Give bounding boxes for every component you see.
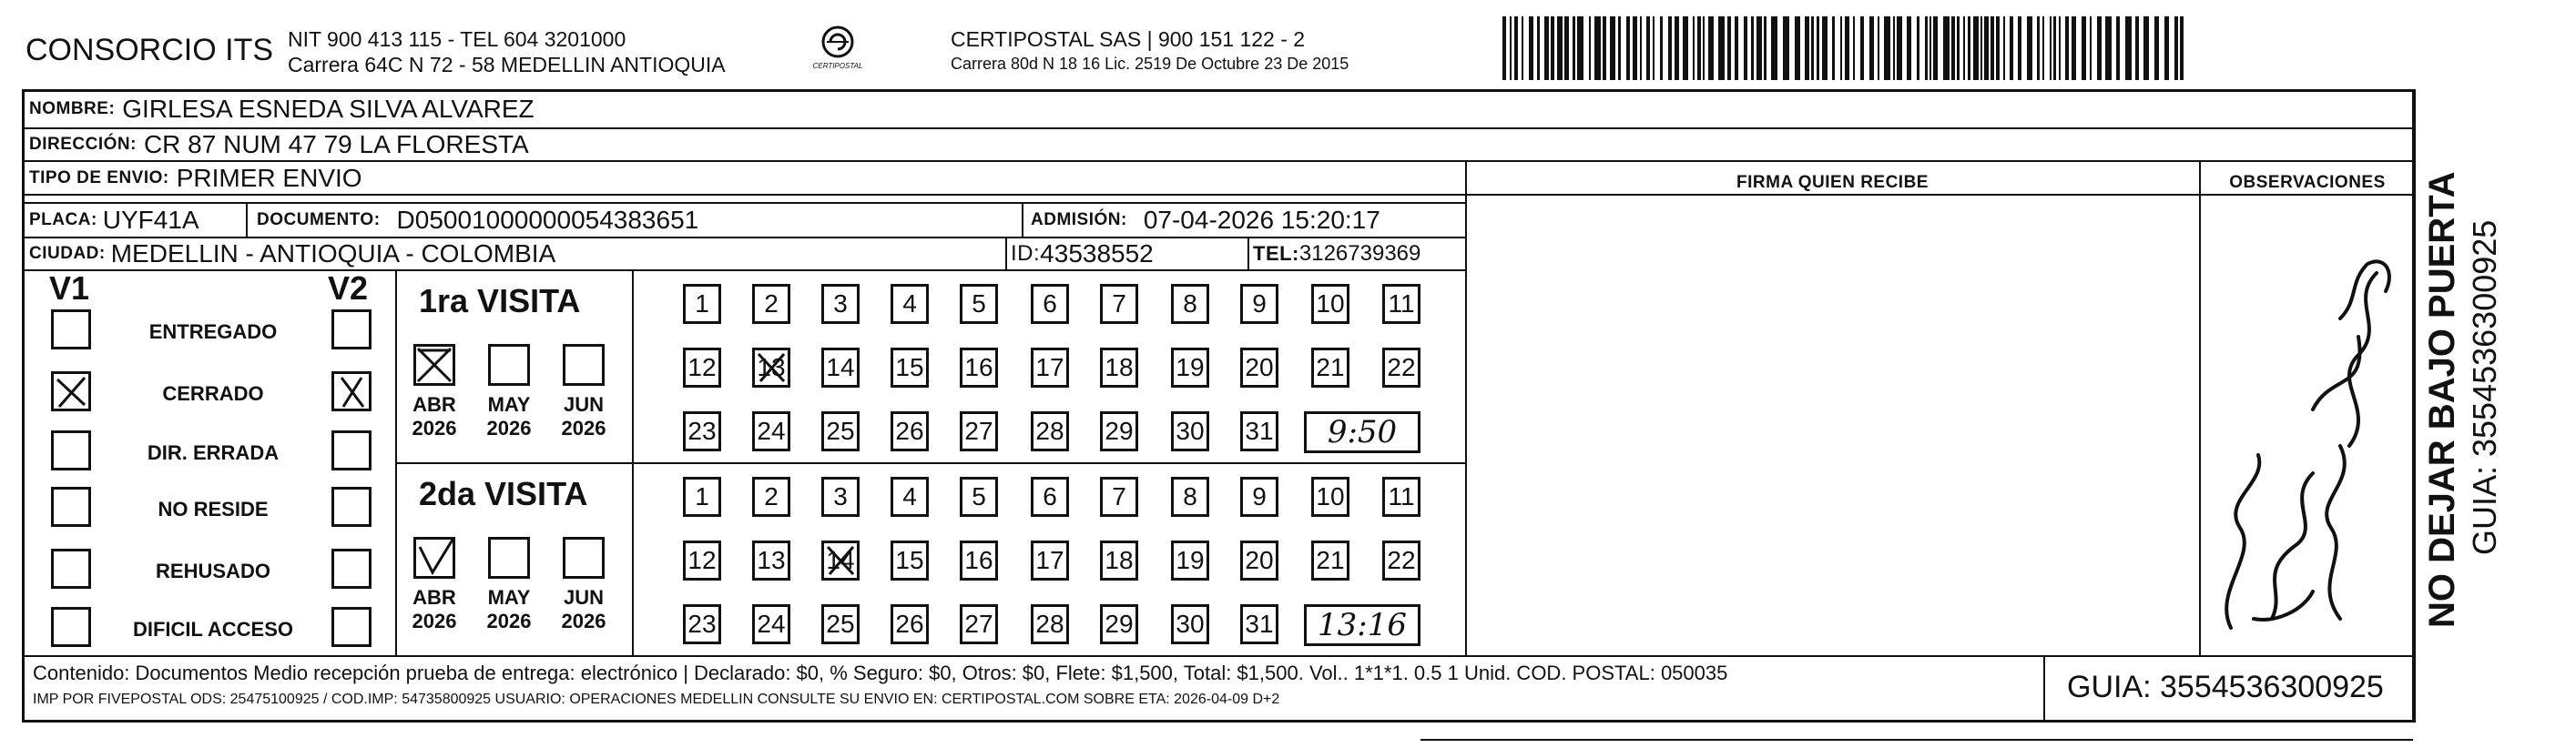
barcode-bar — [2018, 16, 2021, 80]
barcode-bar — [1589, 16, 1591, 80]
barcode-bar — [1991, 16, 1994, 80]
barcode-bar — [1925, 16, 1928, 80]
day-box[interactable]: 6 — [1031, 477, 1069, 517]
company-name: CONSORCIO ITS — [25, 33, 274, 67]
barcode-bar — [1771, 16, 1777, 80]
month-label: JUN 2026 — [561, 586, 606, 632]
status-reason-label: CERRADO — [162, 382, 264, 405]
footer-imp: IMP POR FIVEPOSTAL ODS: 25475100925 / COD.IMP: 54735800925 USUARIO: OPERACIONES MEDELLIN CONSULTE SU ENVIO EN: CERTIPOSTAL.COM SOBRE ETA: 2026-04-09 D+2 — [33, 692, 1280, 707]
day-box[interactable]: 25 — [821, 604, 860, 644]
v1-checkbox[interactable] — [51, 371, 91, 411]
barcode-bar — [1668, 16, 1672, 80]
visit-time: 9:50 — [1304, 411, 1420, 453]
day-box[interactable]: 17 — [1031, 541, 1069, 581]
month-label: ABR 2026 — [412, 586, 457, 632]
company-nit: NIT 900 413 115 - TEL 604 3201000 — [288, 27, 626, 51]
month-label: MAY 2026 — [486, 393, 532, 440]
id-label: ID: — [1011, 241, 1041, 266]
day-box[interactable]: 23 — [683, 411, 721, 451]
day-box[interactable]: 5 — [960, 284, 998, 324]
barcode-bar — [1869, 16, 1874, 80]
direccion-value: CR 87 NUM 47 79 LA FLORESTA — [143, 130, 529, 158]
nombre-label: NOMBRE: — [29, 99, 116, 118]
barcode-bar — [1727, 16, 1731, 80]
day-box[interactable]: 10 — [1311, 477, 1349, 517]
barcode-bar — [2010, 16, 2013, 80]
admision-label: ADMISIÓN: — [1031, 210, 1127, 229]
visit-title: 2da VISITA — [419, 475, 588, 512]
barcode-bar — [1907, 16, 1911, 80]
barcode-bar — [1618, 16, 1621, 80]
barcode-bar — [1968, 16, 1970, 80]
barcode-bar — [1633, 16, 1637, 80]
day-box[interactable]: 15 — [891, 541, 929, 581]
nombre-value: GIRLESA ESNEDA SILVA ALVAREZ — [122, 95, 535, 123]
barcode-bar — [1594, 16, 1601, 80]
barcode-bar — [1603, 16, 1606, 80]
status-reason-label: NO RESIDE — [158, 498, 269, 521]
day-box[interactable]: 11 — [1382, 477, 1420, 517]
ciudad-label: CIUDAD: — [29, 244, 106, 263]
status-reason-label: REHUSADO — [156, 560, 270, 582]
day-box[interactable]: 5 — [960, 477, 998, 517]
day-box[interactable]: 1 — [683, 477, 721, 517]
v2-label: V2 — [328, 269, 369, 307]
day-box[interactable]: 4 — [891, 284, 929, 324]
barcode-bar — [1646, 16, 1650, 80]
v1-checkbox[interactable] — [51, 487, 91, 527]
month-checkbox[interactable] — [563, 344, 605, 386]
barcode-bar — [2065, 16, 2069, 80]
day-box[interactable]: 23 — [683, 604, 721, 644]
barcode-bar — [1703, 16, 1705, 80]
barcode-bar — [1822, 16, 1828, 80]
day-box[interactable]: 4 — [891, 477, 929, 517]
barcode-bar — [1502, 16, 1506, 80]
barcode-bar — [1735, 16, 1738, 80]
day-box[interactable]: 31 — [1240, 604, 1278, 644]
documento-label: DOCUMENTO: — [257, 210, 381, 229]
barcode-bar — [1860, 16, 1864, 80]
day-box[interactable]: 27 — [960, 411, 998, 451]
footer-contenido: Contenido: Documentos Medio recepción prueba de entrega: electrónico | Declarado: $0, % Seguro: $0, Otros: $0, Flete: $1,500, Total: $1,500. Vol.. 1*1*1. 0.5 1 Unid. COD. POSTAL: 050035 — [33, 662, 1728, 684]
barcode-bar — [2072, 16, 2076, 80]
barcode-bar — [1832, 16, 1835, 80]
barcode-bar — [2143, 16, 2149, 80]
status-reason-label: DIR. ERRADA — [147, 441, 280, 464]
day-box[interactable]: 14 — [821, 541, 860, 581]
tel-value: 3126739369 — [1298, 241, 1421, 266]
barcode-bar — [2116, 16, 2120, 80]
month-label: JUN 2026 — [561, 393, 606, 440]
postal-name: CERTIPOSTAL SAS | 900 151 122 - 2 — [951, 27, 1306, 51]
barcode-bar — [1557, 16, 1563, 80]
no-dejar-text: NO DEJAR BAJO PUERTA — [2422, 171, 2462, 628]
day-box[interactable]: 15 — [891, 348, 929, 388]
barcode-bar — [1744, 16, 1747, 80]
id-value: 43538552 — [1040, 239, 1154, 268]
day-box[interactable]: 16 — [960, 541, 998, 581]
barcode-bar — [1551, 16, 1554, 80]
day-box[interactable]: 21 — [1311, 541, 1349, 581]
day-box[interactable]: 18 — [1100, 541, 1138, 581]
month-checkbox[interactable] — [488, 537, 530, 579]
barcode-bar — [2174, 16, 2178, 80]
day-box[interactable]: 20 — [1240, 541, 1278, 581]
month-label: MAY 2026 — [486, 586, 532, 632]
day-box[interactable]: 12 — [683, 348, 721, 388]
status-reason-label: ENTREGADO — [148, 320, 278, 343]
day-box[interactable]: 10 — [1311, 284, 1349, 324]
day-box[interactable]: 7 — [1100, 477, 1138, 517]
barcode-bar — [2105, 16, 2112, 80]
barcode-bar — [2180, 16, 2184, 80]
day-box[interactable]: 21 — [1311, 348, 1349, 388]
v2-checkbox[interactable] — [331, 430, 372, 470]
day-box[interactable]: 1 — [683, 284, 721, 324]
postal-address: Carrera 80d N 18 16 Lic. 2519 De Octubre 23 De 2015 — [951, 55, 1349, 73]
day-box[interactable]: 22 — [1382, 348, 1420, 388]
barcode-bar — [1718, 16, 1725, 80]
day-box[interactable]: 14 — [821, 348, 860, 388]
barcode-bar — [1683, 16, 1688, 80]
barcode-bar — [1893, 16, 1895, 80]
day-box[interactable]: 24 — [752, 604, 790, 644]
barcode-bar — [1897, 16, 1902, 80]
barcode-bar — [1811, 16, 1814, 80]
day-box[interactable]: 2 — [752, 284, 790, 324]
barcode-bar — [1693, 16, 1695, 80]
barcode-bar — [1996, 16, 2000, 80]
month-checkbox[interactable] — [563, 537, 605, 579]
day-box[interactable]: 24 — [752, 411, 790, 451]
day-box[interactable]: 16 — [960, 348, 998, 388]
company-address: Carrera 64C N 72 - 58 MEDELLIN ANTIOQUIA — [288, 53, 726, 76]
barcode-bar — [1764, 16, 1767, 80]
status-reason-label: DIFICIL ACCESO — [132, 618, 293, 641]
barcode-bar — [2050, 16, 2052, 80]
documento-value: D05001000000054383651 — [396, 206, 699, 234]
firma-label: FIRMA QUIEN RECIBE — [1736, 173, 1929, 192]
certipostal-logo — [810, 24, 865, 75]
visit-title: 1ra VISITA — [419, 282, 581, 319]
barcode-bar — [1564, 16, 1569, 80]
day-box[interactable]: 9 — [1240, 477, 1278, 517]
barcode-bar — [1817, 16, 1819, 80]
barcode-bar — [1783, 16, 1789, 80]
tipo-envio-label: TIPO DE ENVIO: — [29, 168, 169, 187]
barcode-bar — [2059, 16, 2061, 80]
day-box[interactable]: 28 — [1031, 411, 1069, 451]
barcode-bar — [2082, 16, 2086, 80]
barcode-bar — [2164, 16, 2169, 80]
barcode-bar — [1973, 16, 1979, 80]
barcode-bar — [1980, 16, 1982, 80]
barcode-bar — [2135, 16, 2139, 80]
barcode-bar — [1963, 16, 1965, 80]
v1-checkbox[interactable] — [51, 607, 91, 647]
ciudad-value: MEDELLIN - ANTIOQUIA - COLOMBIA — [110, 239, 556, 268]
day-box[interactable]: 20 — [1240, 348, 1278, 388]
day-box[interactable]: 8 — [1171, 477, 1209, 517]
logo-text: CERTIPOSTAL — [812, 62, 863, 70]
v2-checkbox[interactable] — [331, 549, 372, 589]
barcode-bar — [1514, 16, 1518, 80]
day-box[interactable]: 26 — [891, 411, 929, 451]
barcode-bar — [1957, 16, 1960, 80]
barcode-bar — [2003, 16, 2005, 80]
barcode-bar — [1933, 16, 1938, 80]
barcode-bar — [2037, 16, 2040, 80]
barcode-bar — [1795, 16, 1800, 80]
barcode-bar — [1756, 16, 1762, 80]
placa-label: PLACA: — [29, 210, 97, 229]
barcode-bar — [1878, 16, 1879, 80]
guia-vertical: GUIA: 3554536300925 — [2466, 219, 2503, 555]
day-box[interactable]: 12 — [683, 541, 721, 581]
day-box[interactable]: 27 — [960, 604, 998, 644]
barcode-bar — [1853, 16, 1855, 80]
barcode-bar — [1653, 16, 1655, 80]
day-box[interactable]: 13 — [752, 348, 790, 388]
barcode-bar — [2027, 16, 2032, 80]
visit-time: 13:16 — [1304, 604, 1420, 646]
day-box[interactable]: 19 — [1171, 541, 1209, 581]
barcode-bar — [1840, 16, 1842, 80]
month-checkbox[interactable] — [488, 344, 530, 386]
day-box[interactable]: 18 — [1100, 348, 1138, 388]
barcode-bar — [1984, 16, 1989, 80]
admision-value: 07-04-2026 15:20:17 — [1143, 206, 1380, 234]
v2-checkbox[interactable] — [331, 607, 372, 647]
day-box[interactable]: 30 — [1171, 604, 1209, 644]
footer-guia: GUIA: 3554536300925 — [2067, 670, 2384, 704]
day-box[interactable]: 28 — [1031, 604, 1069, 644]
day-box[interactable]: 29 — [1100, 411, 1138, 451]
barcode-bar — [1544, 16, 1549, 80]
tel-label: TEL: — [1253, 242, 1299, 265]
v2-checkbox[interactable] — [331, 487, 372, 527]
day-box[interactable]: 17 — [1031, 348, 1069, 388]
barcode-bar — [1573, 16, 1575, 80]
barcode-bar — [2154, 16, 2159, 80]
v1-checkbox[interactable] — [51, 549, 91, 589]
day-box[interactable]: 22 — [1382, 541, 1420, 581]
barcode-bar — [1660, 16, 1663, 80]
barcode-bar — [1529, 16, 1533, 80]
barcode-bar — [1951, 16, 1955, 80]
placa-value: UYF41A — [102, 206, 199, 234]
barcode-bar — [1522, 16, 1523, 80]
barcode-bar — [2090, 16, 2092, 80]
day-box[interactable]: 6 — [1031, 284, 1069, 324]
barcode-bar — [1917, 16, 1919, 80]
day-box[interactable]: 26 — [891, 604, 929, 644]
day-box[interactable]: 8 — [1171, 284, 1209, 324]
day-box[interactable]: 2 — [752, 477, 790, 517]
day-box[interactable]: 3 — [821, 284, 860, 324]
day-box[interactable]: 29 — [1100, 604, 1138, 644]
v2-checkbox[interactable] — [331, 309, 372, 349]
day-box[interactable]: 19 — [1171, 348, 1209, 388]
day-box[interactable]: 25 — [821, 411, 860, 451]
barcode-bar — [1805, 16, 1809, 80]
month-checkbox[interactable] — [413, 344, 455, 386]
barcode-bar — [1845, 16, 1849, 80]
observaciones-label: OBSERVACIONES — [2229, 173, 2386, 192]
day-box[interactable]: 7 — [1100, 284, 1138, 324]
tipo-envio-value: PRIMER ENVIO — [176, 164, 362, 192]
barcode-bar — [1929, 16, 1931, 80]
v2-checkbox[interactable] — [331, 371, 372, 411]
barcode-bar — [1626, 16, 1630, 80]
direccion-label: DIRECCIÓN: — [29, 135, 137, 154]
month-label: ABR 2026 — [412, 393, 457, 440]
v1-checkbox[interactable] — [51, 309, 91, 349]
barcode-bar — [1708, 16, 1714, 80]
day-box[interactable]: 9 — [1240, 284, 1278, 324]
month-checkbox[interactable] — [413, 537, 455, 579]
barcode-bar — [1884, 16, 1890, 80]
day-box[interactable]: 11 — [1382, 284, 1420, 324]
barcode-bar — [1577, 16, 1583, 80]
barcode-bar — [1675, 16, 1679, 80]
barcode-bar — [1537, 16, 1540, 80]
barcode-bar — [2053, 16, 2056, 80]
barcode-bar — [1697, 16, 1701, 80]
day-box[interactable]: 31 — [1240, 411, 1278, 451]
barcode-bar — [1510, 16, 1512, 80]
barcode-bar — [2097, 16, 2102, 80]
barcode — [1502, 16, 2184, 80]
barcode-bar — [1943, 16, 1950, 80]
barcode-bar — [2125, 16, 2132, 80]
v1-checkbox[interactable] — [51, 430, 91, 470]
barcode-bar — [1751, 16, 1754, 80]
observation-handwriting — [2204, 227, 2409, 646]
day-box[interactable]: 3 — [821, 477, 860, 517]
v1-label: V1 — [49, 269, 90, 307]
day-box[interactable]: 30 — [1171, 411, 1209, 451]
barcode-bar — [1640, 16, 1642, 80]
barcode-bar — [2042, 16, 2044, 80]
barcode-bar — [1610, 16, 1615, 80]
day-box[interactable]: 13 — [752, 541, 790, 581]
